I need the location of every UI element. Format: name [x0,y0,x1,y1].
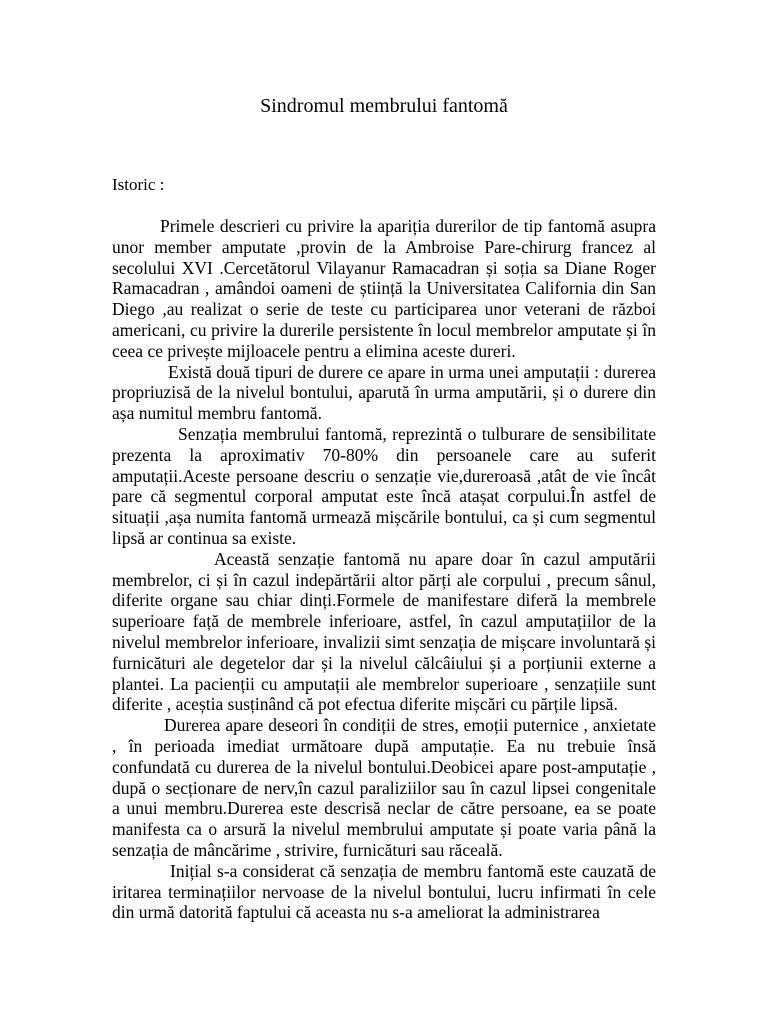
paragraph-3: Senzația membrului fantomă, reprezintă o tulburare de sensibilitate prezenta la aproximativ 70-80% din persoanele care au suferit amputații.Aceste persoane descriu o senzație vie,dureroasă ,atât de vie încât pare că segmentul corporal amputat este încă atașat corpului.În astfel de situații ,așa numita fantomă urmează mișcările bontului, ca și cum segmentul lipsă ar continua sa existe. [112,423,656,548]
paragraph-4: Această senzație fantomă nu apare doar în cazul amputării membrelor, ci și în cazul indepărtării altor părți ale corpului , precum sânul, diferite organe sau chiar dinți.Formele de manifestare diferă la membrele superioare față de membrele inferioare, astfel, în cazul amputațiilor de la nivelul membrelor inferioare, invalizii simt senzația de mișcare involuntară și furnicături ale degetelor dar și la nivelul călcâiului și a porțiunii externe a plantei. La pacienții cu amputații ale membrelor superioare , senzațiile sunt diferite , aceștia susținând că pot efectua diferite mișcări cu părțile lipsă. [112,548,656,715]
paragraph-6: Inițial s-a considerat că senzația de membru fantomă este cauzată de iritarea terminațiilor nervoase de la nivelul bontului, lucru infirmati în cele din urmă datorită faptului că aceasta nu s-a ameliorat la administrarea [112,860,656,923]
paragraph-1: Primele descrieri cu privire la apariția durerilor de tip fantomă asupra unor member amputate ,provin de la Ambroise Pare-chirurg francez al secolului XVI .Cercetătorul Vilayanur Ramacadran și soția sa Diane Roger Ramacadran , amândoi oameni de știință la Universitatea California din San Diego ,au realizat o serie de teste cu participarea unor veterani de război americani, cu privire la durerile persistente în locul membrelor amputate și în ceea ce privește mijloacele pentru a elimina aceste dureri. [112,216,656,361]
document-body [112,216,656,923]
paragraph-5: Durerea apare deseori în condiții de stres, emoții puternice , anxietate , în perioada imediat următoare după amputație. Ea nu trebuie însă confundată cu durerea de la nivelul bontului.Deobicei apare post-amputație , după o secționare de nerv,în cazul paraliziilor sau în cazul lipsei congenitale a unui membru.Durerea este descrisă neclar de către persoane, ea se poate manifesta ca o arsură la nivelul membrului amputate și poate varia până la senzația de mâncărime , strivire, furnicături sau răceală. [112,715,656,860]
document-title: Sindromul membrului fantomă [260,95,508,117]
section-heading: Istoric : [112,175,165,194]
paragraph-2: Există două tipuri de durere ce apare in urma unei amputații : durerea propriuzisă de la nivelul bontului, aparută în urma amputării, și o durere din așa numitul membru fantomă. [112,361,656,424]
